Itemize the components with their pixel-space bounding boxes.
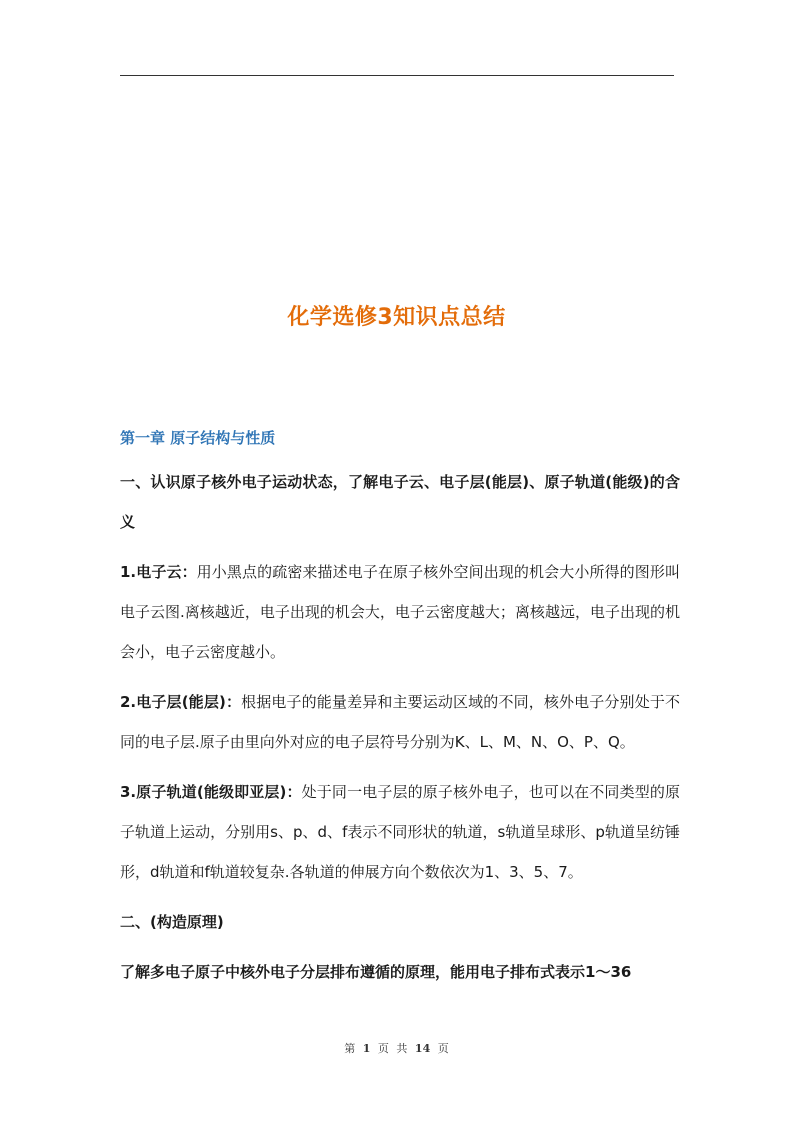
definition-item-1 [120, 552, 680, 672]
definition-term: 2.电子层(能层)： [120, 693, 242, 711]
footer-prefix: 第 [344, 1042, 356, 1055]
definition-item-3 [120, 772, 680, 892]
definition-term: 3.原子轨道(能级即亚层)： [120, 783, 302, 801]
chapter-heading: 第一章 原子结构与性质 [120, 429, 276, 447]
document-title: 化学选修3知识点总结 [287, 305, 506, 330]
header-rule [120, 75, 674, 76]
section-heading-1: 一、认识原子核外电子运动状态，了解电子云、电子层(能层)、原子轨道(能级)的含 义 [120, 473, 680, 531]
footer-middle: 页 共 [377, 1042, 408, 1055]
page-footer [0, 1040, 793, 1056]
section-2-text: 了解多电子原子中核外电子分层排布遵循的原理，能用电子排布式表示1～36 [120, 963, 632, 981]
definition-text: 根据电子的能量差异和主要运动区域的不同，核外电子分别处于不同的电子层.原子由里向外对应的电子层符号分别为K、L、M、N、O、P、Q。 [120, 693, 680, 751]
total-pages: 14 [414, 1042, 431, 1055]
definition-term: 1.电子云： [120, 563, 197, 581]
definition-item-2 [120, 682, 680, 762]
current-page-number: 1 [362, 1042, 371, 1055]
document-body [120, 424, 680, 992]
footer-suffix: 页 [437, 1042, 449, 1055]
section-heading-2: 二、(构造原理) [120, 913, 224, 931]
definition-text: 处于同一电子层的原子核外电子，也可以在不同类型的原子轨道上运动，分别用s、p、d、f表示不同形状的轨道，s轨道呈球形、p轨道呈纺锤形，d轨道和f轨道较复杂.各轨道的伸展方向个数依次为1、3、5、7。 [120, 783, 680, 881]
definition-text: 用小黑点的疏密来描述电子在原子核外空间出现的机会大小所得的图形叫电子云图.离核越近，电子出现的机会大，电子云密度越大；离核越远，电子出现的机会小，电子云密度越小。 [120, 563, 680, 661]
